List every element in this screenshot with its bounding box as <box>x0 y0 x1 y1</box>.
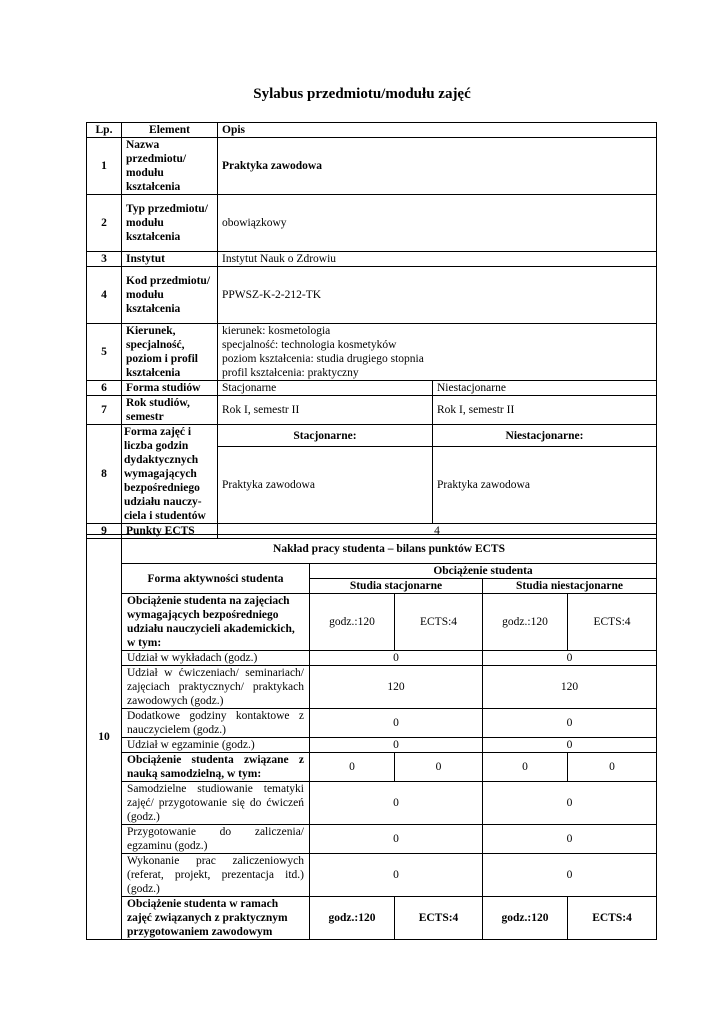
syllabus-table <box>86 122 657 539</box>
element-label: Forma zajęć i liczba godzin dydaktycznych wymagających bezpośredniego udziału nauczy-ciela i studentów <box>122 425 218 524</box>
row-number: 7 <box>87 396 122 425</box>
element-label: Punkty ECTS <box>122 524 218 539</box>
header-opis: Opis <box>218 123 657 138</box>
full-time-header: Stacjonarne: <box>218 425 433 447</box>
part-time-value: Rok I, semestr II <box>433 396 657 425</box>
full-time-value: 0 <box>310 854 483 897</box>
row-number: 2 <box>87 195 122 252</box>
activity-label: Obciążenie studenta w ramach zajęć związanych z praktycznym przygotowaniem zawodowym <box>122 897 310 940</box>
full-time-value: Praktyka zawodowa <box>218 447 433 524</box>
table-row <box>87 252 657 267</box>
full-time-value: Stacjonarne <box>218 381 433 396</box>
workload-header-row <box>87 564 657 579</box>
element-label: Rok studiów, semestr <box>122 396 218 425</box>
field-of-study: kierunek: kosmetologia <box>222 325 331 337</box>
activity-label: Samodzielne studiowanie tematyki zajęć/ przygotowanie się do ćwiczeń (godz.) <box>122 782 310 825</box>
full-time-value: Rok I, semestr II <box>218 396 433 425</box>
row-number: 5 <box>87 324 122 381</box>
row-number: 9 <box>87 524 122 539</box>
table-row <box>87 666 657 709</box>
course-type-value: obowiązkowy <box>218 195 657 252</box>
part-time-hours: godz.:120 <box>483 594 568 651</box>
part-time-studies-header: Studia niestacjonarne <box>483 579 657 594</box>
workload-table <box>86 534 657 940</box>
element-label: Forma studiów <box>122 381 218 396</box>
table-row <box>87 138 657 195</box>
row-number: 6 <box>87 381 122 396</box>
activity-label: Wykonanie prac zaliczeniowych (referat, projekt, prezentacja itd.) (godz.) <box>122 854 310 897</box>
table-row <box>87 825 657 854</box>
element-label: Kod przedmiotu/ modułu kształcenia <box>122 267 218 324</box>
specialization: specjalność: technologia kosmetyków <box>222 339 397 351</box>
table-row <box>87 709 657 738</box>
header-lp: Lp. <box>87 123 122 138</box>
full-time-value: 120 <box>310 666 483 709</box>
activity-label: Udział w egzaminie (godz.) <box>122 738 310 753</box>
table-row <box>87 753 657 782</box>
row-number: 1 <box>87 138 122 195</box>
row-number: 8 <box>87 425 122 524</box>
full-time-studies-header: Studia stacjonarne <box>310 579 483 594</box>
course-code-value: PPWSZ-K-2-212-TK <box>218 267 657 324</box>
part-time-hours: godz.:120 <box>483 897 568 940</box>
part-time-value: Niestacjonarne <box>433 381 657 396</box>
page-title: Sylabus przedmiotu/modułu zajęć <box>253 86 471 102</box>
study-profile: profil kształcenia: praktyczny <box>222 367 359 379</box>
full-time-ects: ECTS:4 <box>395 897 483 940</box>
part-time-hours: 0 <box>483 753 568 782</box>
full-time-ects: 0 <box>395 753 483 782</box>
element-label: Typ przedmiotu/ modułu kształcenia <box>122 195 218 252</box>
full-time-hours: 0 <box>310 753 395 782</box>
full-time-ects: ECTS:4 <box>395 594 483 651</box>
part-time-value: 0 <box>483 854 657 897</box>
table-row <box>87 782 657 825</box>
activity-label: Udział w ćwiczeniach/ seminariach/ zajęciach praktycznych/ praktykach zawodowych (godz.) <box>122 666 310 709</box>
full-time-value: 0 <box>310 782 483 825</box>
table-row <box>87 897 657 940</box>
part-time-ects: ECTS:4 <box>568 594 657 651</box>
full-time-value: 0 <box>310 738 483 753</box>
table-row <box>87 381 657 396</box>
full-time-value: 0 <box>310 651 483 666</box>
workload-title-row <box>87 535 657 564</box>
full-time-hours: godz.:120 <box>310 897 395 940</box>
part-time-header: Niestacjonarne: <box>433 425 657 447</box>
full-time-value: 0 <box>310 825 483 854</box>
part-time-value: 0 <box>483 738 657 753</box>
row-number: 3 <box>87 252 122 267</box>
full-time-hours: godz.:120 <box>310 594 395 651</box>
part-time-value: 0 <box>483 709 657 738</box>
activity-label: Dodatkowe godziny kontaktowe z nauczycielem (godz.) <box>122 709 310 738</box>
workload-title: Nakład pracy studenta – bilans punktów ECTS <box>122 535 657 564</box>
row-number: 4 <box>87 267 122 324</box>
part-time-value: 0 <box>483 825 657 854</box>
part-time-ects: 0 <box>568 753 657 782</box>
table-row <box>87 425 657 447</box>
institute-value: Instytut Nauk o Zdrowiu <box>218 252 657 267</box>
table-row <box>87 324 657 381</box>
part-time-value: 0 <box>483 782 657 825</box>
activity-label: Obciążenie studenta na zajęciach wymagających bezpośredniego udziału nauczycieli akademickich, w tym: <box>122 594 310 651</box>
part-time-ects: ECTS:4 <box>568 897 657 940</box>
course-name-value: Praktyka zawodowa <box>218 138 657 195</box>
row-number: 10 <box>87 535 122 940</box>
table-row <box>87 594 657 651</box>
student-load-header: Obciążenie studenta <box>310 564 657 579</box>
table-row <box>87 267 657 324</box>
table-header-row <box>87 123 657 138</box>
table-row <box>87 854 657 897</box>
activity-form-header: Forma aktywności studenta <box>122 564 310 594</box>
table-row <box>87 195 657 252</box>
header-element: Element <box>122 123 218 138</box>
table-row <box>87 738 657 753</box>
part-time-value: 120 <box>483 666 657 709</box>
activity-label: Udział w wykładach (godz.) <box>122 651 310 666</box>
ects-value: 4 <box>218 524 657 539</box>
activity-label: Przygotowanie do zaliczenia/ egzaminu (godz.) <box>122 825 310 854</box>
full-time-value: 0 <box>310 709 483 738</box>
program-details <box>218 324 657 381</box>
element-label: Kierunek, specjalność, poziom i profil kształcenia <box>122 324 218 381</box>
element-label: Nazwa przedmiotu/ modułu kształcenia <box>122 138 218 195</box>
element-label: Instytut <box>122 252 218 267</box>
activity-label: Obciążenie studenta związane z nauką samodzielną, w tym: <box>122 753 310 782</box>
study-level: poziom kształcenia: studia drugiego stopnia <box>222 353 424 365</box>
table-row <box>87 651 657 666</box>
part-time-value: 0 <box>483 651 657 666</box>
part-time-value: Praktyka zawodowa <box>433 447 657 524</box>
table-row <box>87 396 657 425</box>
